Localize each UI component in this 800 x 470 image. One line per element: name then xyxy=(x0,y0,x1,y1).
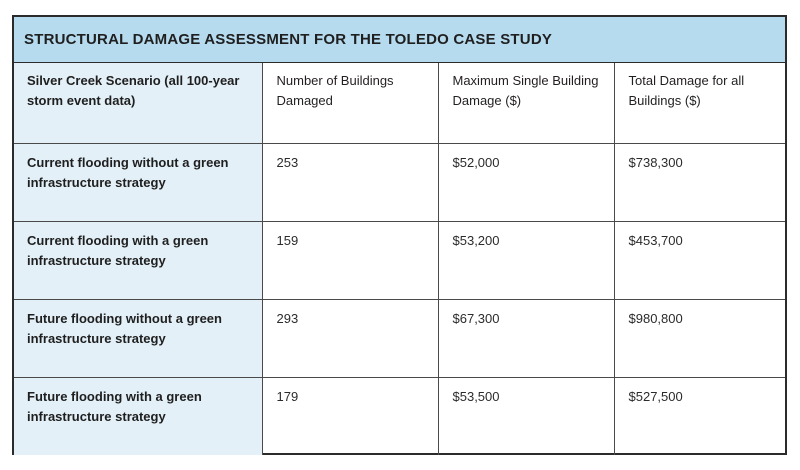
total-damage-cell: $738,300 xyxy=(614,143,785,221)
max-single-damage-cell: $52,000 xyxy=(438,143,614,221)
total-damage-cell: $453,700 xyxy=(614,221,785,299)
header-max-single-damage: Maximum Single Building Damage ($) xyxy=(438,63,614,143)
buildings-damaged-cell: 253 xyxy=(262,143,438,221)
header-total-damage: Total Damage for all Buildings ($) xyxy=(614,63,785,143)
table-row xyxy=(14,143,785,221)
scenario-cell: Future flooding with a green infrastructure strategy xyxy=(14,377,262,455)
header-buildings-damaged: Number of Buildings Damaged xyxy=(262,63,438,143)
max-single-damage-cell: $53,500 xyxy=(438,377,614,455)
scenario-cell: Current flooding with a green infrastructure strategy xyxy=(14,221,262,299)
table-row xyxy=(14,221,785,299)
buildings-damaged-cell: 179 xyxy=(262,377,438,455)
damage-assessment-table xyxy=(12,15,787,455)
buildings-damaged-cell: 293 xyxy=(262,299,438,377)
scenario-cell: Future flooding without a green infrastructure strategy xyxy=(14,299,262,377)
header-scenario: Silver Creek Scenario (all 100-year storm event data) xyxy=(14,63,262,143)
scenario-cell: Current flooding without a green infrastructure strategy xyxy=(14,143,262,221)
total-damage-cell: $527,500 xyxy=(628,388,683,404)
table-title: STRUCTURAL DAMAGE ASSESSMENT FOR THE TOLEDO CASE STUDY xyxy=(14,17,785,63)
table-row xyxy=(14,299,785,377)
buildings-damaged-cell: 159 xyxy=(262,221,438,299)
damage-table-grid xyxy=(14,63,785,455)
total-damage-cell: $980,800 xyxy=(614,299,785,377)
max-single-damage-cell: $53,200 xyxy=(438,221,614,299)
table-row xyxy=(14,377,785,455)
max-single-damage-cell: $67,300 xyxy=(438,299,614,377)
table-header-row xyxy=(14,63,785,143)
